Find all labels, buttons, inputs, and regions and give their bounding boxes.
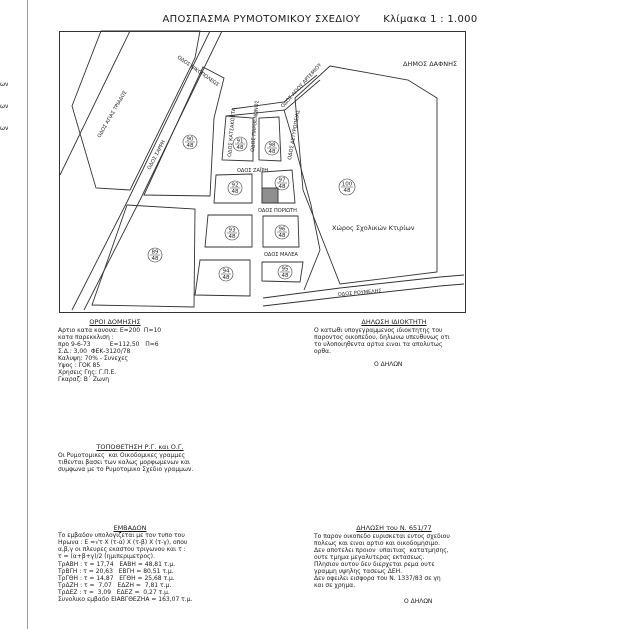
block-label: [225, 226, 239, 240]
svg-text:89: 89: [151, 249, 159, 256]
svg-text:48: 48: [228, 234, 236, 240]
street-label: ΟΔΟΣ ΜΑΛΕΑ: [264, 252, 298, 258]
svg-text:48: 48: [231, 189, 239, 195]
street-label: ΟΔΟΣ ΠΑΡΘΕΝΩΝΟΣ: [250, 100, 261, 153]
svg-text:100: 100: [341, 181, 353, 188]
block-label: [339, 179, 355, 195]
street-label: ΟΔΟΣ ΖΑΪΡΗ: [237, 168, 269, 174]
street-label: ΟΔΟΣ ΑΓΙΑΣ ΤΡΙΑΔΟΣ: [96, 89, 129, 139]
svg-text:92: 92: [231, 182, 239, 189]
road-edge: [72, 31, 210, 310]
block-label: [233, 137, 247, 151]
block-outline: [92, 205, 195, 307]
street-label: ΟΔΟΣ ΝΙΚΟΠΟΛΕΩΣ: [175, 54, 221, 89]
svg-text:91: 91: [236, 138, 244, 145]
street-label: ΟΔΟΣ ΡΟΥΜΕΛΗΣ: [337, 288, 382, 298]
svg-text:94: 94: [222, 268, 230, 275]
street-label: ΟΔΟΣ ΠΟΡΙΩΤΗ: [258, 208, 297, 214]
block-label: [228, 181, 242, 195]
building-terms-block: Αρτιο κατα κανονα: Ε=200 Π=10 κατα παρεκκλιση : προ 9-6-73 Ε=112,50 Π=6 Σ.Δ.: 3,00 ΦΕΚ-3120/78 Καλυψη: 70% - Συνεχες Υψος : ΓΟΚ 85 Χρησεις Γης: Γ.Π.Ε. Γκαραζ: Β΄ Ζωνη: [58, 327, 162, 383]
placement-block: Οι Ρυμοτομικες και Οικοδομικες γραμμες τιθενται βασει των καλως μορφωμενων και συμφωνα με το Ρυμοτομικο Σχεδιο γραμμων.: [58, 452, 194, 473]
area-heading: ΕΜΒΑΔΟΝ: [113, 524, 147, 532]
school-area-label: Χώρος Σχολικών Κτιρίων: [332, 224, 415, 232]
margin-mark: ων: [0, 81, 9, 88]
area-block: Το εμβαδον υπολογιζεται με τον τυπο του Ηρωνα : Ε =√τ Χ (τ-α) Χ (τ-β) Χ (τ-γ), οπου α,β,γ οι πλευρες εκαστου τριγωνου και τ : τ = (α+β+γ)/2 (ημιπεριμετρος). ΤρΑΒΗ : τ = 17,74 ΕΑΒΗ = 48,81 τ.μ. ΤρΒΓΗ : τ = 20,63 ΕΒΓΗ = 80,51 τ.μ. ΤρΓΘΗ : τ = 14,87 ΕΓΘΗ = 25,68 τ.μ. ΤρΔΖΗ : τ = 7,07 ΕΔΖΗ = 7,81 τ.μ. ΤρΔΕΖ : τ = 3,09 ΕΔΕΖ = 0,27 τ.μ. Συνολικο εμβαδο ΕΙΑΒΓΘΕΖΗΑ = 163,07 τ.μ.: [58, 532, 193, 603]
svg-text:48: 48: [236, 145, 244, 151]
block-outline: [144, 67, 224, 196]
title-text: ΑΠΟΣΠΑΣΜΑ ΡΥΜΟΤΟΜΙΚΟΥ ΣΧΕΔΙΟΥ: [162, 14, 361, 25]
svg-text:48: 48: [268, 149, 276, 155]
school-area-outline: [295, 66, 437, 284]
placement-heading: ΤΟΠΟΘΕΤΗΣΗ Ρ.Γ. και Ο.Γ.: [96, 443, 184, 451]
law-statement-block: Το παρον οικοπεδο ευρισκεται εντος σχεδιου πολεως και ειναι αρτιο και οικοδομησιμο. Δεν αποτελει προιον υπαιτιας κατατμησης, ουτε τμημα μεγαλυτερας εκτασεως. Πλησιον αυτου δεν διερχεται ρεμα ουτε γραμμη υψηλης τασεως ΔΕΗ. Δεν οφειλει εισφορα του Ν. 1337/83 σε γη και σε χρημα.: [314, 533, 450, 589]
scale-text: Κλίμακα 1 : 1.000: [383, 14, 478, 25]
plot-highlight: [262, 188, 278, 203]
owner-signature: Ο ΔΗΛΩΝ: [374, 361, 403, 368]
municipality-label: ΔΗΜΟΣ ΔΑΦΝΗΣ: [403, 60, 458, 68]
block-num: 90: [186, 136, 194, 143]
law-signature: Ο ΔΗΛΩΝ: [404, 598, 433, 605]
block-label: [265, 141, 279, 155]
margin-mark: ων: [0, 103, 9, 110]
block-label: [219, 267, 233, 281]
svg-text:48: 48: [278, 233, 286, 239]
street-label: ΟΔΟΣ ΑΓΙΟΥ ΑΡΤΕΜΙΟΥ: [280, 62, 324, 110]
street-label: ΟΔΟΣ ΣΑΡΡΗ: [146, 139, 167, 171]
svg-text:48: 48: [222, 275, 230, 281]
block-den: 48: [186, 143, 194, 149]
street-label: ΟΔΟΣ ΚΑΤΣΑΚΟΣΤΑ: [227, 107, 238, 158]
margin-mark: ων: [0, 125, 9, 132]
svg-text:96: 96: [278, 226, 286, 233]
block-label: [275, 225, 289, 239]
svg-text:97: 97: [278, 177, 286, 184]
svg-text:98: 98: [268, 142, 276, 149]
svg-text:93: 93: [228, 227, 236, 234]
svg-text:48: 48: [151, 256, 159, 262]
block-label: [148, 248, 162, 262]
block-label: [278, 265, 292, 279]
svg-text:95: 95: [281, 266, 289, 273]
building-terms-heading: ΟΡΟΙ ΔΟΜΗΣΗΣ: [89, 318, 141, 326]
block-label: [183, 135, 197, 149]
street-label: ΟΔΟΣ ΑΣΤΥΡΟΠΕΙΑΣ: [287, 109, 302, 161]
block-label: [275, 176, 289, 190]
svg-text:48: 48: [281, 273, 289, 279]
law-statement-heading: ΔΗΛΩΣΗ του Ν. 651/77: [356, 524, 432, 532]
svg-text:48: 48: [343, 188, 351, 194]
owner-statement-block: Ο κατωθι υπογεγραμμενος ιδιοκτητης του παροντος οικοπεδου, δηλωνω υπευθυνως οτι το υλοποιηθεντα αρτια ειναι τα απολυτως ορθα.: [314, 327, 450, 355]
owner-statement-heading: ΔΗΛΩΣΗ ΙΔΙΟΚΤΗΤΗ: [361, 318, 427, 326]
svg-text:48: 48: [278, 184, 286, 190]
